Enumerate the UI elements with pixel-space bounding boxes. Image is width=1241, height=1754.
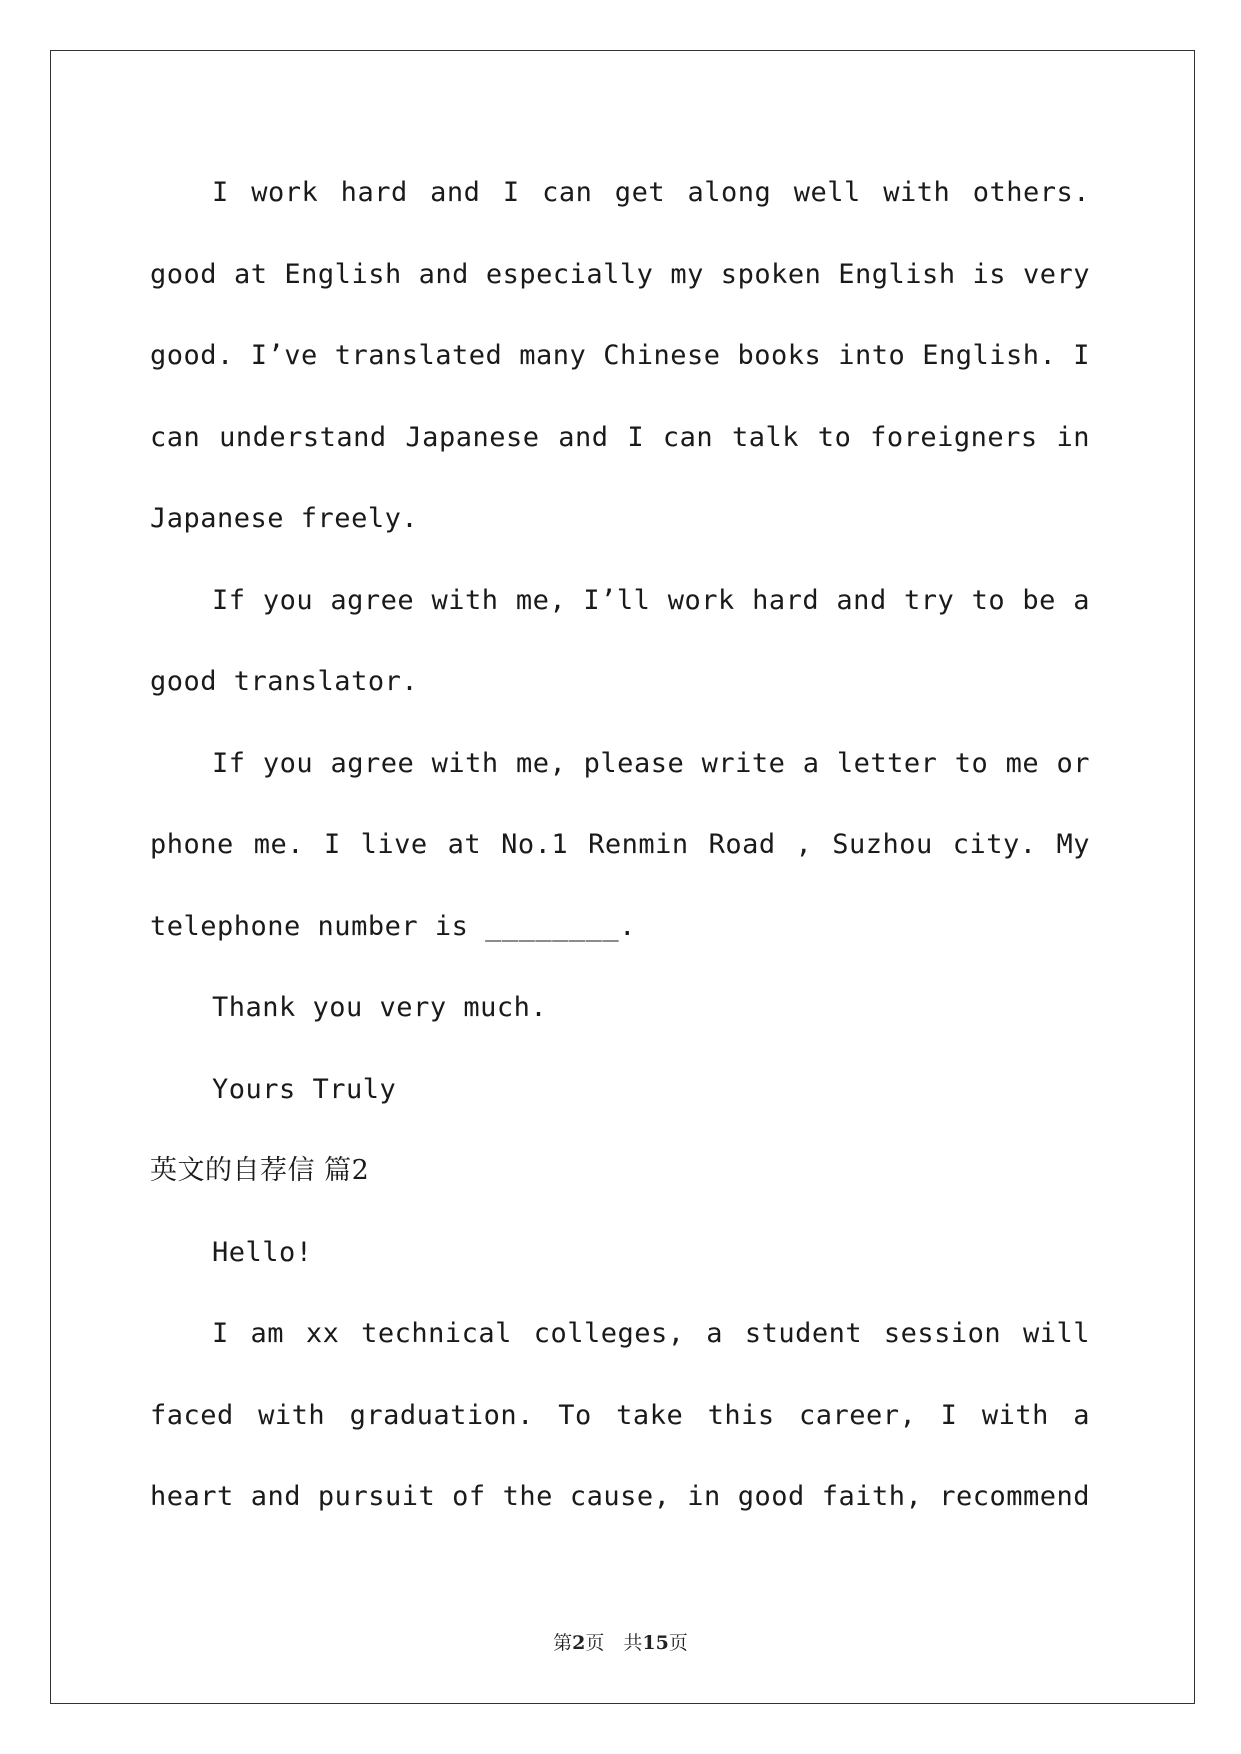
body-line: heart and pursuit of the cause, in good faith, recommend xyxy=(150,1481,1090,1512)
greeting-line: Hello! xyxy=(212,1236,313,1268)
body-line: If you agree with me, I’ll work hard and try to be a xyxy=(212,584,1090,616)
page-number: 2 xyxy=(572,1632,586,1654)
body-line: I work hard and I can get along well with others. xyxy=(212,177,1090,208)
footer-mid: 页 共 xyxy=(585,1632,643,1654)
section-heading: 英文的自荐信 篇2 xyxy=(150,1155,370,1186)
body-line: good. I’ve translated many Chinese books into English. I xyxy=(150,340,1090,371)
body-line: phone me. I live at No.1 Renmin Road , Suzhou city. My xyxy=(150,829,1090,860)
body-line: Japanese freely. xyxy=(150,503,419,534)
page-footer xyxy=(0,1628,1241,1655)
total-pages: 15 xyxy=(642,1632,669,1654)
body-line: good at English and especially my spoken English is very xyxy=(150,258,1090,290)
body-line: If you agree with me, please write a letter to me or xyxy=(212,747,1090,779)
body-line: telephone number is ________. xyxy=(150,910,636,942)
body-line: I am xx technical colleges, a student session will xyxy=(212,1318,1090,1349)
body-line: can understand Japanese and I can talk to foreigners in xyxy=(150,421,1090,453)
footer-suffix: 页 xyxy=(668,1632,688,1654)
body-line: good translator. xyxy=(150,666,419,697)
body-line: faced with graduation. To take this career, I with a xyxy=(150,1399,1090,1431)
document-body xyxy=(150,152,1090,1538)
signature-line: Yours Truly xyxy=(212,1073,397,1105)
closing-line: Thank you very much. xyxy=(212,992,548,1023)
footer-prefix: 第 xyxy=(553,1632,573,1654)
